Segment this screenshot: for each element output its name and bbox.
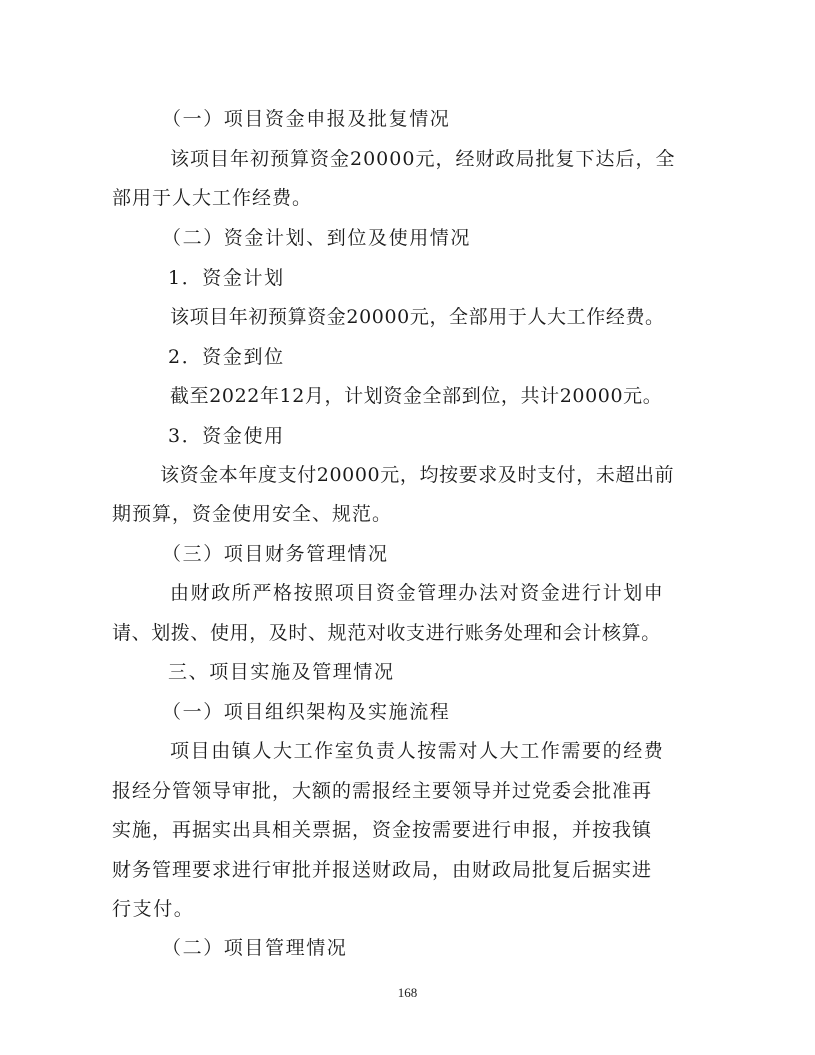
paragraph-line: 财务管理要求进行审批并报送财政局，由财政局批复后据实进: [112, 859, 653, 881]
paragraph-line: 该项目年初预算资金20000元，全部用于人大工作经费。: [170, 306, 665, 328]
paragraph-line: 截至2022年12月，计划资金全部到位，共计20000元。: [170, 385, 663, 407]
paragraph-line: 由财政所严格按照项目资金管理办法对资金进行计划申: [170, 582, 665, 604]
heading-financial-management: （三）项目财务管理情况: [162, 543, 389, 565]
heading-funding-plan: （二）资金计划、到位及使用情况: [162, 227, 472, 249]
paragraph-line: 请、划拨、使用，及时、规范对收支进行账务处理和会计核算。: [112, 622, 661, 644]
paragraph-line: 实施，再据实出具相关票据，资金按需要进行申报，并按我镇: [112, 819, 653, 841]
subheading-usage: 3．资金使用: [168, 425, 285, 447]
heading-funding-application: （一）项目资金申报及批复情况: [162, 108, 451, 130]
subheading-plan: 1．资金计划: [168, 267, 285, 289]
paragraph-line: 期预算，资金使用安全、规范。: [112, 503, 393, 525]
paragraph-line: 项目由镇人大工作室负责人按需对人大工作需要的经费: [170, 740, 665, 762]
heading-implementation: 三、项目实施及管理情况: [168, 661, 395, 683]
paragraph-line: 行支付。: [112, 898, 195, 920]
paragraph-line: 该资金本年度支付20000元，均按要求及时支付，未超出前: [160, 464, 675, 486]
page-number: 168: [397, 985, 418, 1000]
paragraph-line: 报经分管领导审批，大额的需报经主要领导并过党委会批准再: [112, 780, 653, 802]
heading-project-management: （二）项目管理情况: [162, 937, 348, 959]
heading-organization: （一）项目组织架构及实施流程: [162, 701, 451, 723]
paragraph-line: 部用于人大工作经费。: [112, 187, 313, 209]
paragraph-line: 该项目年初预算资金20000元，经财政局批复下达后，全: [170, 148, 676, 170]
subheading-arrival: 2．资金到位: [168, 346, 285, 368]
